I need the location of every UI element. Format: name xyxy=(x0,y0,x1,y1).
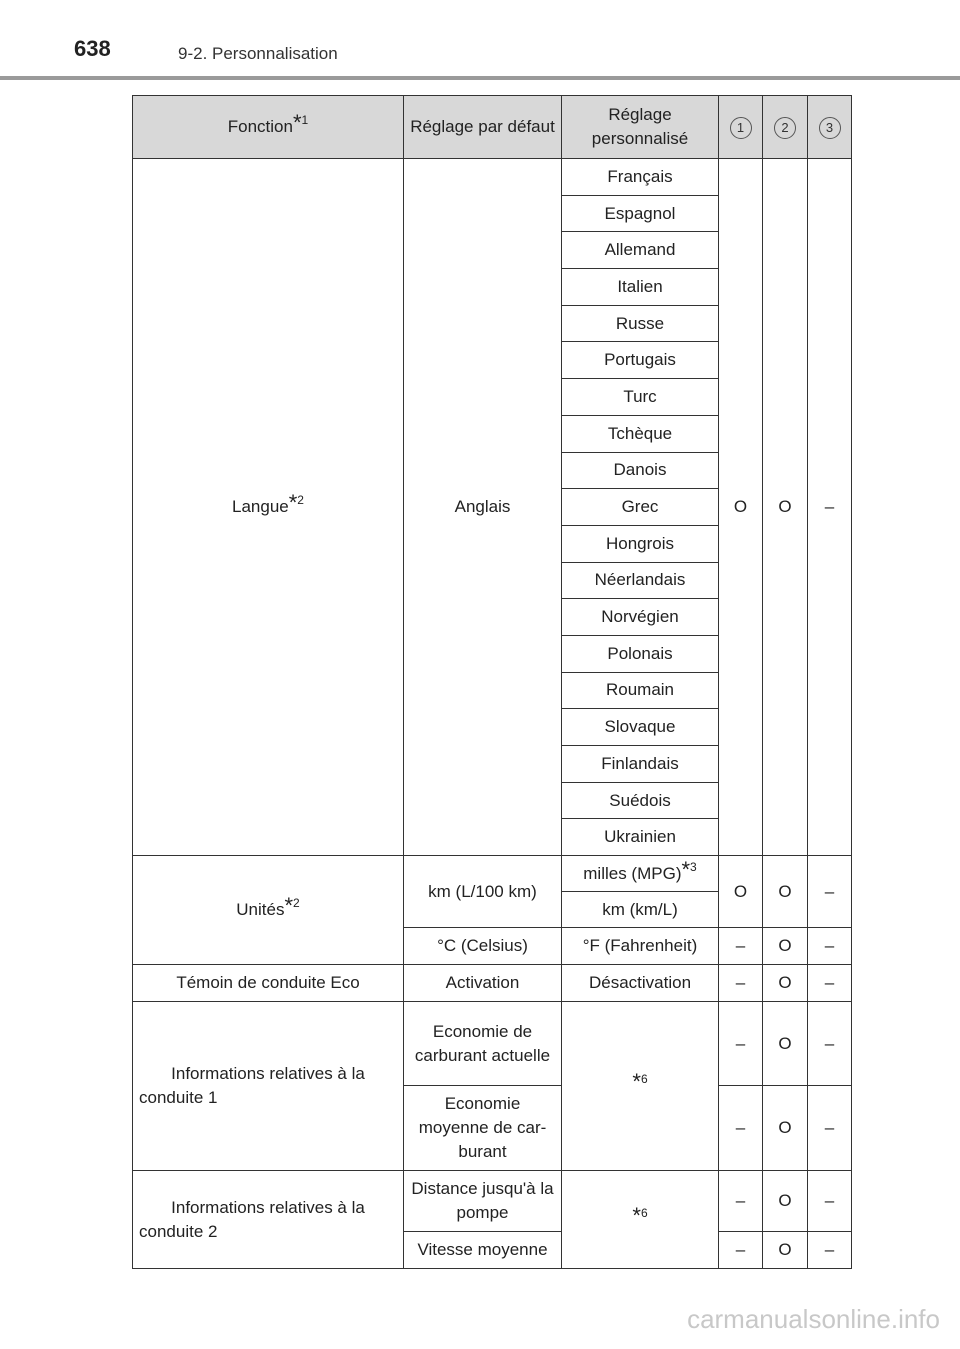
header-rule xyxy=(0,76,960,80)
unites-temp-col1: – xyxy=(719,928,763,965)
list-item: Italien xyxy=(562,269,719,306)
eco-option: Désactivation xyxy=(562,965,719,1002)
eco-col2: O xyxy=(763,965,808,1002)
list-item: Néerlandais xyxy=(562,562,719,599)
info1-row1-col3: – xyxy=(808,1002,852,1086)
unites-temp-col3: – xyxy=(808,928,852,965)
unites-distance-default: km (L/100 km) xyxy=(404,856,562,928)
langue-default: Anglais xyxy=(404,159,562,856)
info1-row2-col3: – xyxy=(808,1086,852,1171)
info1-row1-default: Economie de carburant actuelle xyxy=(404,1002,562,1086)
page-header xyxy=(0,0,960,82)
table-row xyxy=(133,1171,852,1232)
table-header-row xyxy=(133,96,852,159)
langue-col1: O xyxy=(719,159,763,856)
watermark: carmanualsonline.info xyxy=(687,1304,940,1334)
section-title: 9-2. Personnalisation xyxy=(178,44,338,63)
table-row xyxy=(133,965,852,1002)
unites-option-mpg: milles (MPG)$^{*3}$ xyxy=(562,856,719,892)
header-fonction: Fonction$^{*1}$ xyxy=(133,96,404,159)
list-item: Tchèque xyxy=(562,415,719,452)
info2-row1-col2: O xyxy=(763,1171,808,1232)
table-row xyxy=(133,856,852,892)
unites-temp-default: °C (Celsius) xyxy=(404,928,562,965)
list-item: Ukrainien xyxy=(562,819,719,856)
unites-distance-col1: O xyxy=(719,856,763,928)
info1-row2-col1: – xyxy=(719,1086,763,1171)
list-item: Allemand xyxy=(562,232,719,269)
eco-col1: – xyxy=(719,965,763,1002)
circle-3-icon: 3 xyxy=(819,117,841,139)
list-item: Slovaque xyxy=(562,709,719,746)
list-item: Français xyxy=(562,159,719,196)
customization-table xyxy=(132,95,852,1269)
langue-col2: O xyxy=(763,159,808,856)
unites-temp-col2: O xyxy=(763,928,808,965)
list-item: Danois xyxy=(562,452,719,489)
unites-label: Unités$^{*2}$ xyxy=(133,856,404,965)
info2-row2-col3: – xyxy=(808,1232,852,1269)
list-item: Suédois xyxy=(562,782,719,819)
unites-temp-option: °F (Fahrenheit) xyxy=(562,928,719,965)
info2-label: Informations relatives à la conduite 2 xyxy=(133,1171,404,1269)
unites-distance-col2: O xyxy=(763,856,808,928)
header-custom: Réglage personnalisé xyxy=(562,96,719,159)
eco-default: Activation xyxy=(404,965,562,1002)
info1-row1-col1: – xyxy=(719,1002,763,1086)
info2-row1-default: Distance jusqu'à la pompe xyxy=(404,1171,562,1232)
list-item: Espagnol xyxy=(562,195,719,232)
list-item: Portugais xyxy=(562,342,719,379)
info2-row2-col2: O xyxy=(763,1232,808,1269)
header-default: Réglage par défaut xyxy=(404,96,562,159)
header-col2 xyxy=(763,96,808,159)
list-item: Polonais xyxy=(562,635,719,672)
info2-row1-col3: – xyxy=(808,1171,852,1232)
eco-label: Témoin de conduite Eco xyxy=(133,965,404,1002)
info2-row1-col1: – xyxy=(719,1171,763,1232)
langue-col3: – xyxy=(808,159,852,856)
list-item: Turc xyxy=(562,379,719,416)
info2-row2-col1: – xyxy=(719,1232,763,1269)
circle-1-icon: 1 xyxy=(730,117,752,139)
page-number: 638 xyxy=(74,36,111,61)
info2-option: *6 xyxy=(562,1171,719,1269)
list-item: Russe xyxy=(562,305,719,342)
info1-row1-col2: O xyxy=(763,1002,808,1086)
list-item: Grec xyxy=(562,489,719,526)
list-item: Norvégien xyxy=(562,599,719,636)
header-col3 xyxy=(808,96,852,159)
circle-2-icon: 2 xyxy=(774,117,796,139)
info1-option: *6 xyxy=(562,1002,719,1171)
table-row xyxy=(133,159,852,196)
info1-row2-default: Economie moyenne de car-burant xyxy=(404,1086,562,1171)
info2-row2-default: Vitesse moyenne xyxy=(404,1232,562,1269)
list-item: Hongrois xyxy=(562,525,719,562)
eco-col3: – xyxy=(808,965,852,1002)
header-col1 xyxy=(719,96,763,159)
unites-option-kml: km (km/L) xyxy=(562,892,719,928)
info1-row2-col2: O xyxy=(763,1086,808,1171)
unites-distance-col3: – xyxy=(808,856,852,928)
list-item: Finlandais xyxy=(562,746,719,783)
langue-label: Langue$^{*2}$ xyxy=(133,159,404,856)
table-row xyxy=(133,1002,852,1086)
list-item: Roumain xyxy=(562,672,719,709)
info1-label: Informations relatives à la conduite 1 xyxy=(133,1002,404,1171)
